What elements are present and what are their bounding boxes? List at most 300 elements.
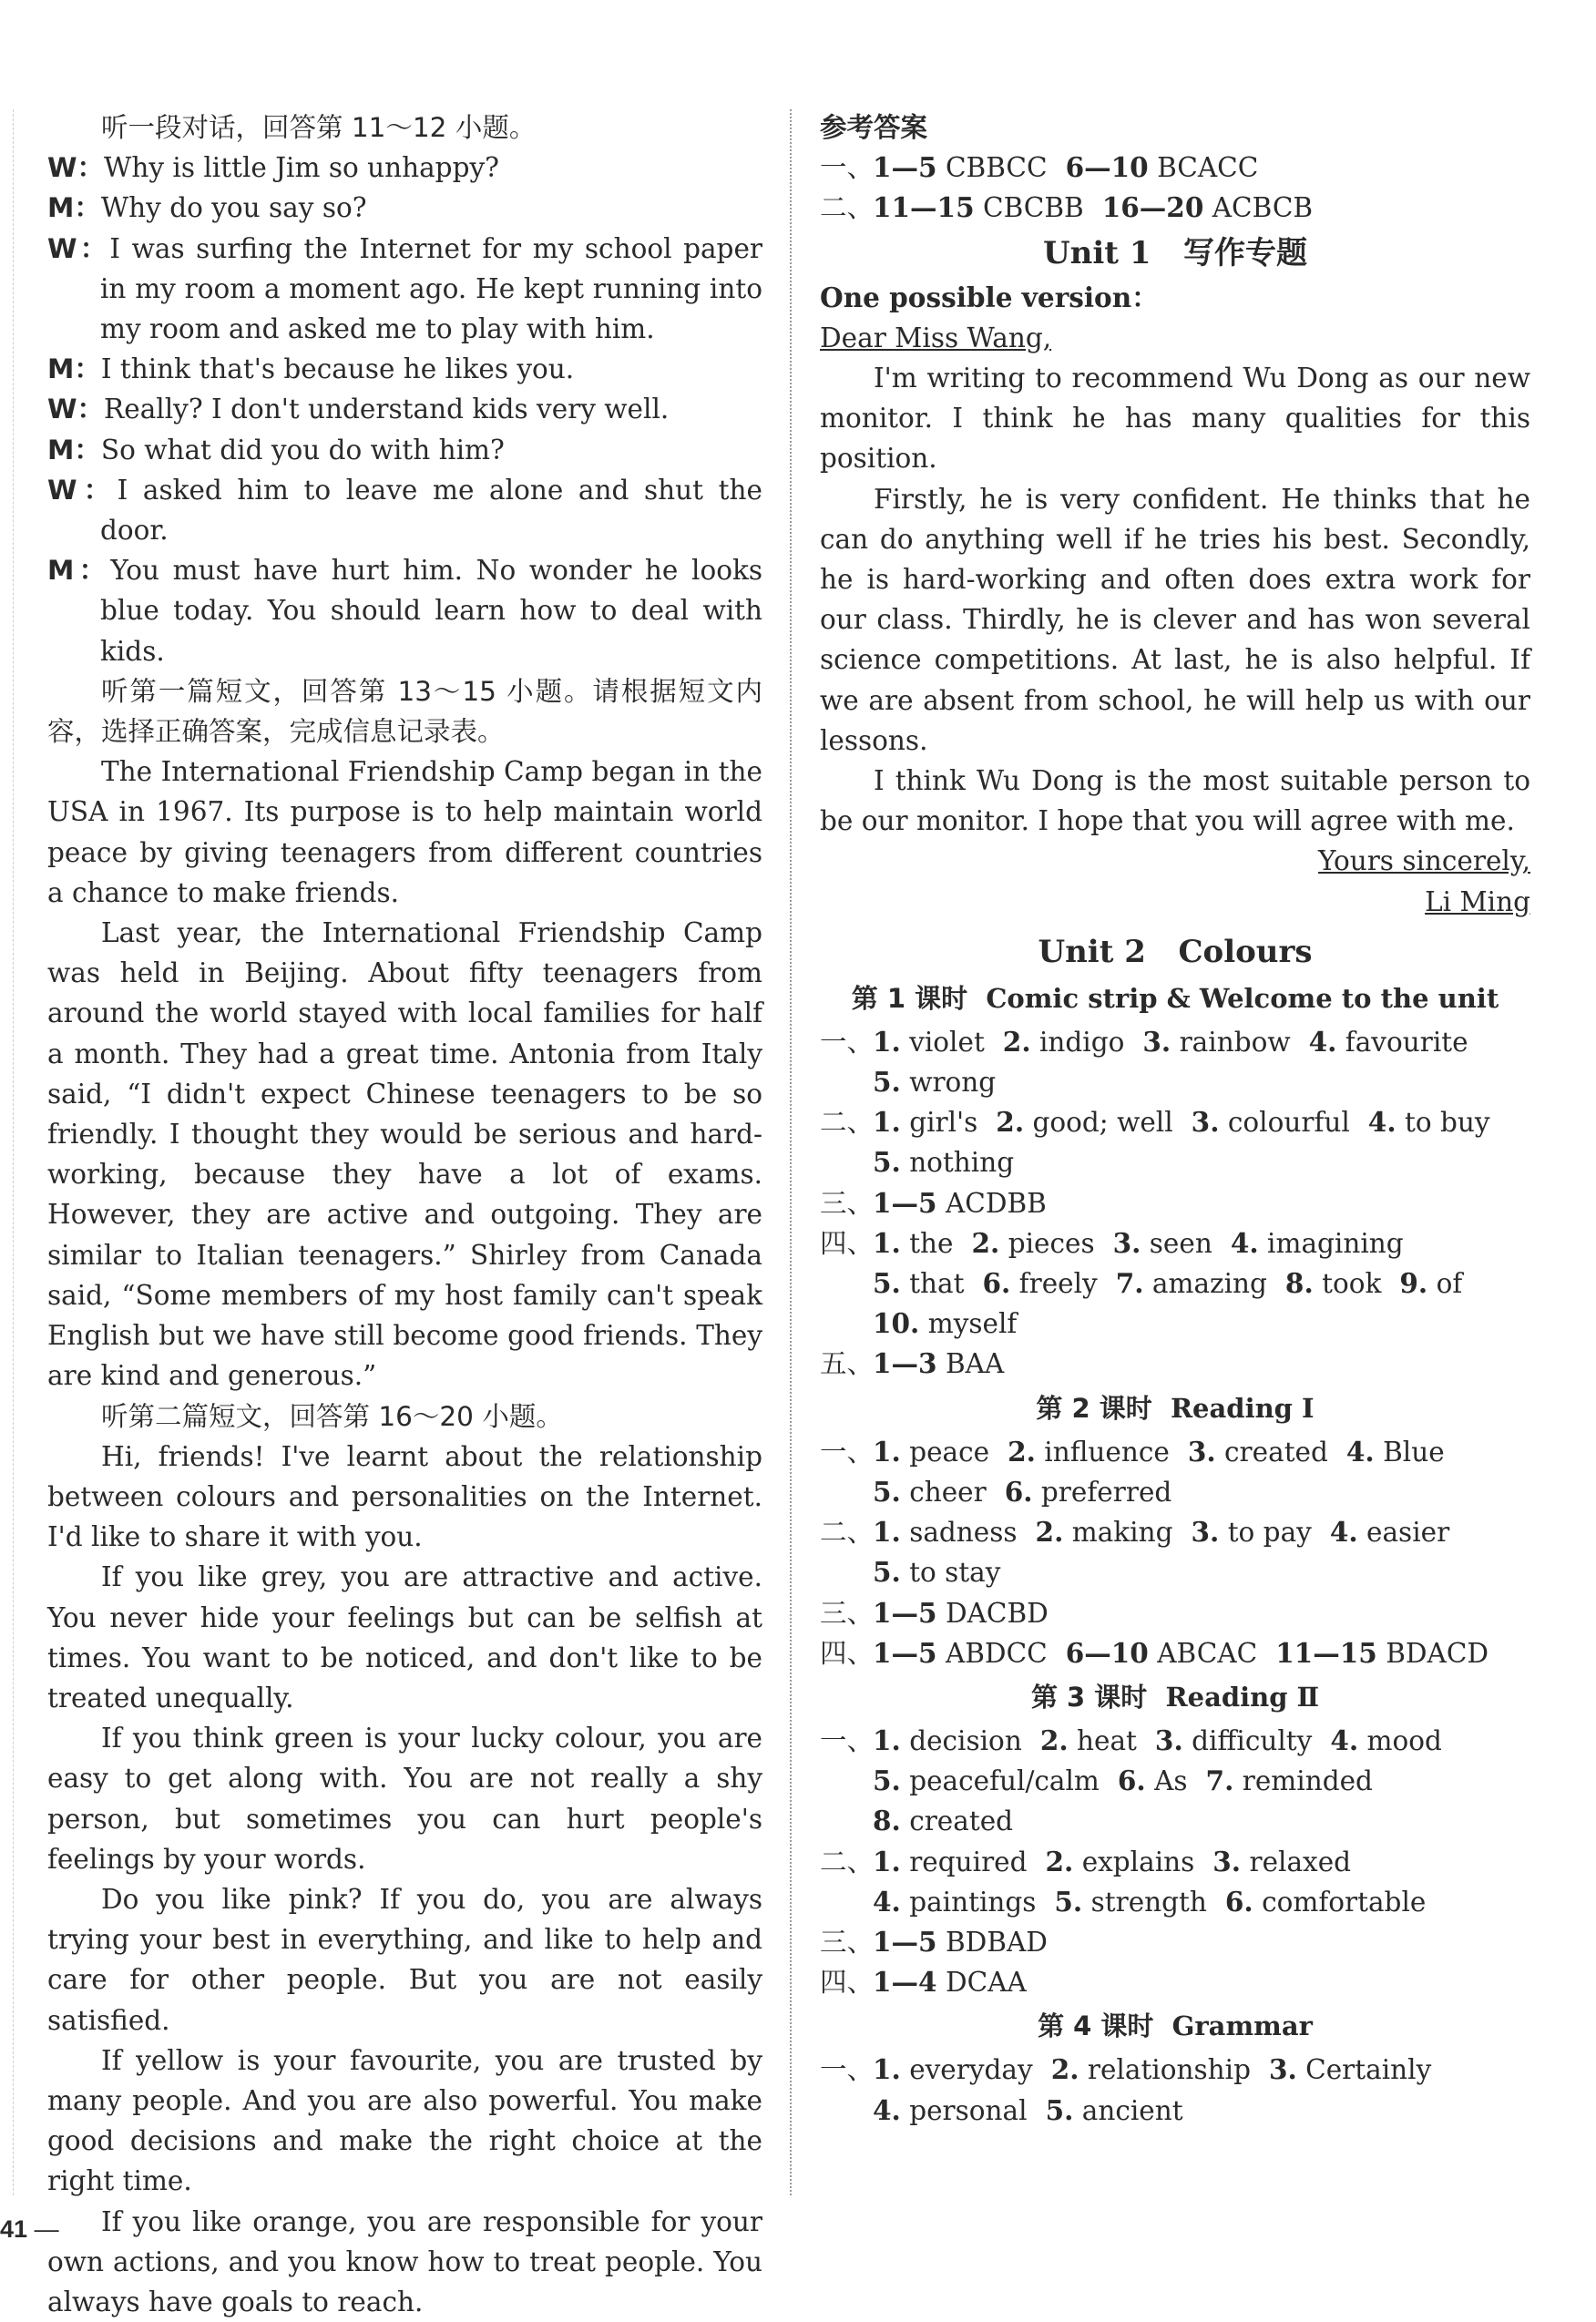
answer-item [1399,1268,1462,1299]
answer-key-title: 参考答案 [820,112,928,143]
answer-value: Blue [1383,1436,1445,1468]
answer-value: difficulty [1192,1724,1313,1756]
answer-row [820,1432,1530,1512]
letter-paragraph: I'm writing to recommend Wu Dong as our new monitor. I think he has many qualities for this position. [820,363,1530,475]
answer-item [1046,2095,1183,2126]
answer-value: strength [1090,1886,1207,1918]
answer-value: to buy [1404,1107,1490,1139]
answer-row [820,1183,1530,1223]
dialog-text: So what did you do with him? [100,434,505,465]
question-number: 1. [873,1724,901,1756]
answer-row [820,1344,1530,1384]
answer-item [873,1477,987,1508]
dialog-line [47,470,762,550]
answer-item [1368,1107,1490,1138]
question-number: 7. [1205,1765,1234,1797]
speaker: M： [47,353,101,385]
answer-row [820,1593,1530,1633]
answer-item [873,1638,1048,1669]
speaker: W： [47,474,118,506]
question-number: 1. [873,1106,901,1139]
answer-value: reminded [1242,1765,1373,1797]
question-number: 4. [873,2093,901,2126]
answer-value: decision [909,1724,1022,1756]
answer-value: favourite [1345,1026,1468,1058]
answer-line [873,1552,1530,1592]
answer-item [1206,1765,1373,1796]
answer-item [873,1437,989,1468]
question-number: 2. [996,1106,1025,1139]
answer-item [1330,1517,1449,1548]
instruction-1: 听一段对话，回答第 11～12 小题。 [101,112,537,143]
answer-line [873,1882,1530,1922]
letter-body [820,358,1530,841]
answer-value: the [909,1227,954,1259]
answer-item [972,1228,1095,1259]
answer-value: girl's [909,1107,978,1139]
answer-item [1155,1725,1312,1756]
question-number: 6. [982,1267,1011,1300]
unit-1-title: 写作专题 [1183,234,1307,271]
answer-line [873,1721,1530,1761]
left-column [47,107,762,2322]
question-number: 4. [1230,1226,1259,1259]
answer-item [873,1846,1028,1877]
section-label: 四、 [820,1967,875,1999]
dialog-line [47,430,762,470]
section-label: 二、 [820,1107,875,1139]
section-label: 三、 [820,1187,875,1219]
answer-value: of [1436,1268,1463,1300]
answer-item [1192,1517,1312,1548]
question-number: 2. [1035,1516,1064,1549]
question-range: 6—10 [1065,151,1149,184]
question-range: 16—20 [1101,191,1204,224]
answer-item [873,192,1084,223]
question-number: 4. [1330,1724,1359,1756]
answer-value: wrong [909,1067,997,1099]
paragraph: If you like grey, you are attractive and active. You never hide your feelings but can be selfish at times. You want to be noticed, and don't like to be treated unequally. [47,1561,762,1713]
section-label: 二、 [820,1517,875,1549]
question-number: 3. [1154,1724,1183,1756]
answer-item [873,2054,1033,2085]
question-number: 1. [873,1025,901,1058]
answer-value: ACBCB [1212,192,1314,224]
unit-1-label: Unit 1 [1042,234,1151,271]
question-number: 11—15 [1275,1636,1377,1669]
question-number: 1. [873,1226,901,1259]
lesson-2-answers [820,1432,1530,1673]
question-number: 6. [1117,1765,1146,1797]
answer-line [873,1593,1530,1633]
answer-row [820,1842,1530,1922]
speaker: M： [47,434,101,465]
answer-item [1040,1725,1137,1756]
answer-item [1231,1228,1404,1259]
answer-item [996,1107,1172,1138]
answer-value: peaceful/calm [909,1765,1100,1797]
answer-value: influence [1044,1436,1170,1468]
question-number: 9. [1399,1267,1428,1300]
answer-item [1102,192,1313,223]
lesson-1-answers [820,1022,1530,1385]
answer-item [873,1725,1022,1756]
right-column [820,107,1530,2131]
question-number: 4. [1308,1025,1337,1058]
answer-line [873,1183,1530,1223]
answer-value: ACDBB [945,1187,1047,1219]
question-number: 3. [1191,1516,1220,1549]
answer-value: sadness [909,1517,1018,1549]
question-number: 4. [873,1885,901,1918]
answer-item [873,1765,1100,1796]
answer-value: created [1224,1436,1328,1468]
question-range: 11—15 [873,191,975,224]
section-label: 二、 [820,1846,875,1877]
answer-row [820,1512,1530,1592]
answer-line [873,1633,1530,1673]
answer-value: ABCAC [1157,1637,1258,1669]
answer-line [873,1432,1530,1472]
answer-value: easier [1366,1517,1450,1549]
passage-1 [47,752,762,1396]
margin-rule [13,109,14,2195]
answer-line [873,1344,1530,1384]
question-number: 4. [1345,1435,1375,1468]
answer-line [873,1842,1530,1882]
dialog-text: I asked him to leave me alone and shut the door. [100,474,762,547]
answer-item [1212,1846,1351,1877]
answer-item [873,1107,977,1138]
answer-value: CBBCC [945,152,1048,184]
question-number: 2. [1002,1025,1031,1058]
question-number: 5. [873,1146,901,1179]
section-label: 五、 [820,1348,875,1380]
answer-value: heat [1077,1724,1137,1756]
answer-line [873,1962,1530,2002]
speaker: W： [47,232,110,264]
answer-value: paintings [909,1886,1037,1918]
answer-value: myself [927,1308,1018,1340]
answer-value: violet [909,1026,985,1058]
paragraph: If you like orange, you are responsible for your own actions, and you know how to treat people. You always have goals to reach. [47,2205,762,2317]
lesson-4-heading: 第 4 课时 Grammar [1038,2010,1313,2042]
column-divider [790,109,792,2195]
answer-item [1051,2054,1251,2085]
answer-line [873,1062,1530,1102]
question-number: 1. [873,2053,901,2086]
answer-item [1269,2054,1431,2085]
speaker: W： [47,152,105,184]
question-number: 6. [1004,1475,1033,1508]
answer-row [820,1633,1530,1673]
question-number: 5. [873,1267,901,1300]
answer-item [873,1967,1027,1998]
answer-item [873,1067,996,1098]
unit-2-label: Unit 2 [1038,933,1146,970]
answer-value: ABDCC [945,1637,1048,1669]
paragraph: Do you like pink? If you do, you are always trying your best in everything, and like to help and care for other people. But you are not easily satisfied. [47,1883,762,2036]
question-number: 1—5 [873,1636,937,1669]
section-label: 一、 [820,1026,875,1058]
answer-value: preferred [1040,1476,1172,1508]
dialog-text: Why do you say so? [100,192,367,224]
page-footer [0,2215,59,2244]
speaker: M： [47,555,111,587]
dialog-text: I think that's because he likes you. [100,353,575,385]
dialog [47,148,762,671]
question-number: 3. [1212,1845,1242,1877]
answer-item [873,1557,1000,1588]
question-number: 8. [873,1805,901,1837]
paragraph: The International Friendship Camp began in the USA in 1967. Its purpose is to help maintain world peace by giving teenagers from different countries a chance to make friends. [47,756,762,908]
question-number: 6. [1224,1885,1253,1918]
paragraph: If yellow is your favourite, you are trusted by many people. And you are also powerful. You make good decisions and make the right choice at the right time. [47,2044,762,2197]
section-label: 一、 [820,152,875,184]
dialog-line [47,148,762,188]
answer-value: rainbow [1179,1026,1291,1058]
unit-2-heading [820,929,1530,975]
answer-item [1113,1228,1212,1259]
answer-value: required [909,1846,1028,1877]
letter-signature: Li Ming [1425,885,1530,917]
answer-value: mood [1366,1724,1442,1756]
answer-value: ancient [1081,2094,1183,2126]
paragraph: Last year, the International Friendship Camp was held in Beijing. About fifty teenagers from around the world stayed with local families for half a month. They had a great time. Antonia from Italy said, “I didn't expect Chinese teenagers to be so friendly. I thought they would be serious and hard-working, because they have a lot of exams. However, they are active and outgoing. They are similar to Italian teenagers.” Shirley from Canada said, “Some members of my host family can't speak English but we have still become good friends. They are kind and generous.” [47,917,762,1392]
answer-row [820,2050,1530,2130]
footer-dash: — [34,2215,59,2243]
dialog-text: Why is little Jim so unhappy? [104,152,499,184]
answer-line [873,2091,1530,2131]
unit-1-heading [820,230,1530,276]
answer-item [873,1147,1014,1178]
question-number: 5. [873,1556,901,1589]
answer-item [1054,1887,1206,1918]
question-number: 2. [1045,1845,1074,1877]
question-number: 3. [1142,1025,1171,1058]
answer-item [1142,1027,1290,1058]
dialog-line [47,229,762,350]
letter-closing: Yours sincerely, [1318,845,1530,877]
answer-key-rows [820,148,1530,228]
answer-value: colourful [1227,1107,1350,1139]
answer-item [873,1268,964,1299]
answer-value: cheer [909,1476,987,1508]
answer-value: personal [909,2094,1028,2126]
answer-item [873,1517,1018,1548]
dialog-line [47,550,762,671]
answer-line [873,2050,1530,2090]
answer-value: comfortable [1262,1886,1427,1918]
lesson-4-answers [820,2050,1530,2130]
section-label: 二、 [820,192,875,224]
answer-row [820,1102,1530,1182]
section-label: 一、 [820,2054,875,2086]
dialog-text: I was surfing the Internet for my school paper in my room a moment ago. He kept running into my room and asked me to play with him. [100,232,762,345]
question-number: 5. [873,1765,901,1797]
letter-paragraph: Firstly, he is very confident. He thinks that he can do anything well if he tries his best. Secondly, he is hard-working and often does extra work for our class. Thirdly, he is clever and has won several science competitions. At last, he is also helpful. If we are absent from school, he will help us with our lessons. [820,483,1530,756]
answer-item [873,1027,985,1058]
answer-item [873,1805,1013,1836]
answer-value: As [1154,1765,1188,1797]
answer-row [820,1223,1530,1345]
answer-value: created [909,1805,1014,1837]
answer-item [1066,152,1259,183]
answer-item [873,1228,954,1259]
answer-value: to pay [1227,1517,1312,1549]
question-number: 1. [873,1435,901,1468]
question-number: 7. [1115,1267,1144,1300]
answer-line [873,1102,1530,1142]
question-number: 3. [1191,1106,1220,1139]
question-number: 5. [1054,1885,1083,1918]
answer-value: DCAA [945,1967,1027,1999]
paragraph: Hi, friends! I've learnt about the relationship between colours and personalities on the Internet. I'd like to share it with you. [47,1440,762,1553]
question-number: 1—5 [873,1925,937,1958]
question-number: 1—5 [873,1186,937,1219]
dialog-line [47,188,762,228]
answer-value: that [909,1268,965,1300]
question-number: 5. [1045,2093,1074,2126]
lesson-3-heading: 第 3 课时 Reading Ⅱ [1030,1681,1320,1713]
answer-value: peace [909,1436,990,1468]
answer-line [873,1304,1530,1344]
letter-salutation: Dear Miss Wang, [820,322,1052,353]
answer-item [1003,1027,1125,1058]
answer-line [873,1922,1530,1962]
answer-value: to stay [909,1557,1001,1589]
answer-row [820,188,1530,228]
section-label: 一、 [820,1724,875,1756]
answer-line [873,1142,1530,1182]
question-number: 2. [1050,2053,1079,2086]
answer-value: explains [1081,1846,1195,1877]
section-label: 四、 [820,1637,875,1669]
lesson-2-heading: 第 2 课时 Reading Ⅰ [1036,1392,1315,1424]
question-number: 2. [971,1226,1000,1259]
section-label: 四、 [820,1227,875,1259]
answer-item [873,1927,1048,1958]
answer-row [820,1922,1530,1962]
question-number: 4. [1367,1106,1396,1139]
answer-item [982,1268,1097,1299]
dialog-line [47,349,762,389]
question-number: 10. [873,1307,920,1340]
answer-item [1192,1107,1350,1138]
answer-item [873,1188,1047,1219]
passage-2 [47,1437,762,2322]
paragraph: If you think green is your lucky colour, you are easy to get along with. You are not really a shy person, but sometimes you can hurt people's feelings by your words. [47,1723,762,1875]
answer-value: nothing [909,1147,1015,1179]
question-number: 8. [1284,1267,1314,1300]
question-number: 2. [1008,1435,1036,1468]
answer-value: relationship [1087,2054,1251,2086]
speaker: W： [47,394,105,425]
answer-item [873,1308,1017,1339]
answer-value: good; well [1032,1107,1173,1139]
dialog-text: You must have hurt him. No wonder he looks blue today. You should learn how to deal with kids. [100,555,762,667]
lesson-3-answers [820,1721,1530,2002]
answer-value: BDACD [1386,1637,1489,1669]
question-range: 1—5 [873,151,937,184]
answer-value: BCACC [1157,152,1259,184]
answer-item [1046,1846,1195,1877]
answer-value: amazing [1151,1268,1267,1300]
question-number: 1. [873,1845,901,1877]
question-number: 6—10 [1065,1636,1149,1669]
question-number: 3. [1268,2053,1297,2086]
dialog-line [47,389,762,429]
answer-item [1275,1638,1489,1669]
answer-value: everyday [909,2054,1033,2086]
instruction-3: 听第二篇短文，回答第 16～20 小题。 [101,1400,563,1432]
answer-row [820,1022,1530,1102]
answer-item [1036,1517,1173,1548]
speaker: M： [47,192,101,224]
answer-row [820,1721,1530,1842]
answer-item [1346,1437,1445,1468]
dialog-text: Really? I don't understand kids very well. [104,394,670,425]
answer-item [873,1348,1004,1379]
answer-item [1008,1437,1170,1468]
instruction-2: 听第一篇短文，回答第 13～15 小题。请根据短文内容，选择正确答案，完成信息记录表。 [47,675,762,748]
question-number: 1. [873,1516,901,1549]
answer-item [873,1598,1049,1629]
answer-item [873,152,1048,183]
lesson-1-heading: 第 1 课时 Comic strip & Welcome to the unit [851,982,1499,1014]
section-label: 一、 [820,1436,875,1468]
answer-line [873,1512,1530,1552]
answer-value: CBCBB [983,192,1084,224]
answer-line [873,1263,1530,1304]
answer-item [1116,1268,1267,1299]
answer-item [1225,1887,1426,1918]
page-number: 41 [0,2215,28,2243]
answer-value: seen [1149,1227,1212,1259]
answer-line [873,1801,1530,1841]
answer-item [1188,1437,1328,1468]
answer-item [1285,1268,1381,1299]
answer-line [873,1223,1530,1263]
answer-value: imagining [1267,1227,1404,1259]
question-number: 1—4 [873,1966,937,1999]
answer-value: relaxed [1249,1846,1352,1877]
answer-item [1118,1765,1188,1796]
answer-item [1005,1477,1172,1508]
answer-line [873,1761,1530,1801]
section-label: 三、 [820,1597,875,1629]
question-number: 5. [873,1475,901,1508]
answer-row [820,1962,1530,2002]
answer-value: freely [1018,1268,1098,1300]
question-number: 3. [1187,1435,1216,1468]
answer-value: took [1322,1268,1382,1300]
question-number: 3. [1112,1226,1141,1259]
answer-value: DACBD [945,1597,1049,1629]
section-label: 三、 [820,1926,875,1958]
answer-item [1330,1725,1442,1756]
answer-value: BAA [945,1348,1005,1380]
answer-value: BDBAD [945,1926,1048,1958]
answer-item [1066,1638,1257,1669]
answer-value: Certainly [1305,2054,1432,2086]
question-number: 5. [873,1066,901,1099]
answer-row [820,148,1530,188]
answer-value: making [1071,1517,1173,1549]
answer-item [873,2095,1028,2126]
question-number: 1—5 [873,1596,937,1629]
question-number: 1—3 [873,1347,937,1380]
